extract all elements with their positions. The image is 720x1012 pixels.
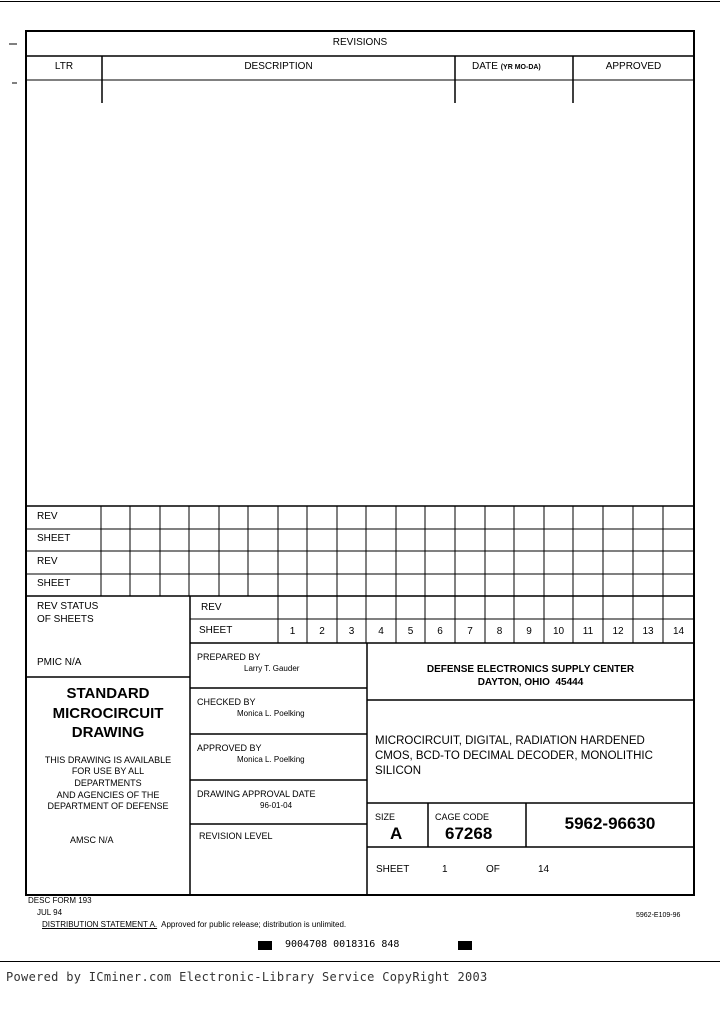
- drawing-number: 5962-96630: [564, 814, 656, 833]
- standard-line1: STANDARD: [66, 685, 150, 702]
- footer-copyright: Powered by ICminer.com Electronic-Library Service CopyRight 2003: [6, 970, 488, 984]
- avail-line5: DEPARTMENT OF DEFENSE: [47, 801, 169, 811]
- sheet-row-1-label: SHEET: [37, 533, 71, 544]
- approved-by-label: APPROVED BY: [197, 743, 262, 753]
- amsc: AMSC N/A: [70, 835, 114, 845]
- sheet-number-cell: 4: [378, 626, 384, 637]
- barcode-block-left: [258, 941, 272, 950]
- col-date: DATE (YR MO-DA): [472, 61, 541, 72]
- cage-code-value: 67268: [445, 824, 493, 843]
- avail-line2: FOR USE BY ALL: [71, 766, 145, 776]
- sheet-number-cell: 1: [289, 626, 296, 637]
- rev-row-2-label: REV: [37, 556, 58, 567]
- approval-date-label: DRAWING APPROVAL DATE: [197, 789, 316, 799]
- title-line1: MICROCIRCUIT, DIGITAL, RADIATION HARDENED: [375, 735, 645, 747]
- sheet-row-2-label: SHEET: [37, 578, 71, 589]
- avail-line1: THIS DRAWING IS AVAILABLE: [44, 755, 172, 765]
- standard-line3: DRAWING: [71, 724, 145, 741]
- cage-code-label: CAGE CODE: [435, 812, 490, 822]
- rev-row-1-label: REV: [37, 511, 58, 522]
- barcode-text: 9004708 0018316 848: [285, 939, 400, 950]
- sheet-total: 14: [538, 864, 550, 875]
- of-label: OF: [486, 864, 500, 875]
- size-value: A: [390, 824, 403, 843]
- sheet-number-cell: 10: [552, 626, 565, 637]
- sheet-number-cell: 7: [467, 626, 473, 637]
- desc-form: DESC FORM 193: [28, 896, 92, 905]
- distribution-statement: DISTRIBUTION STATEMENT A. Approved for public release; distribution is unlimited.: [42, 920, 347, 929]
- checked-by-label: CHECKED BY: [197, 697, 256, 707]
- sheet-number-cell: 11: [582, 626, 594, 637]
- avail-line3: DEPARTMENTS: [74, 778, 142, 788]
- title-line2: CMOS, BCD-TO DECIMAL DECODER, MONOLITHIC: [375, 750, 653, 762]
- sheet-number-cell: 6: [437, 626, 443, 637]
- sheet-number-cell: 2: [319, 626, 325, 637]
- sheet-number-cell: 9: [526, 626, 532, 637]
- approval-date: 96-01-04: [260, 801, 293, 810]
- footer-rule: [0, 961, 720, 962]
- sheet-number-cell: 12: [612, 626, 624, 637]
- size-label: SIZE: [375, 812, 396, 822]
- rev-status-sheet: SHEET: [199, 625, 233, 636]
- sheet-number-cell: 3: [348, 626, 355, 637]
- agency-line1: DEFENSE ELECTRONICS SUPPLY CENTER: [426, 664, 635, 675]
- sheet-number-cell: 5: [407, 626, 414, 637]
- rev-status-label-2: OF SHEETS: [37, 614, 94, 625]
- col-ltr: LTR: [54, 61, 74, 72]
- prepared-by-name: Larry T. Gauder: [244, 664, 300, 673]
- title-line3: SILICON: [375, 765, 422, 777]
- rev-status-rev: REV: [201, 602, 222, 613]
- sheet-number-cell: 8: [496, 626, 503, 637]
- sheet-number-cell: 14: [672, 626, 685, 637]
- standard-line2: MICROCIRCUIT: [52, 705, 164, 722]
- revisions-title: REVISIONS: [332, 37, 388, 48]
- prepared-by-label: PREPARED BY: [197, 652, 261, 662]
- agency-line2: DAYTON, OHIO 45444: [477, 677, 584, 688]
- sheet-label: SHEET: [376, 864, 410, 875]
- document-reference: 5962-E109-96: [636, 912, 681, 919]
- sheet-number: 1: [442, 864, 448, 875]
- rev-status-label-1: REV STATUS: [37, 601, 99, 612]
- barcode-block-right: [458, 941, 472, 950]
- approved-by-name: Monica L. Poelking: [237, 755, 305, 764]
- checked-by-name: Monica L. Poelking: [237, 709, 305, 718]
- avail-line4: AND AGENCIES OF THE: [56, 790, 160, 800]
- pmic: PMIC N/A: [37, 657, 82, 668]
- revision-level-label: REVISION LEVEL: [199, 831, 273, 841]
- desc-form-date: JUL 94: [37, 908, 63, 917]
- sheet-number-cell: 13: [642, 626, 654, 637]
- col-description: DESCRIPTION: [244, 61, 313, 72]
- col-approved: APPROVED: [605, 61, 662, 72]
